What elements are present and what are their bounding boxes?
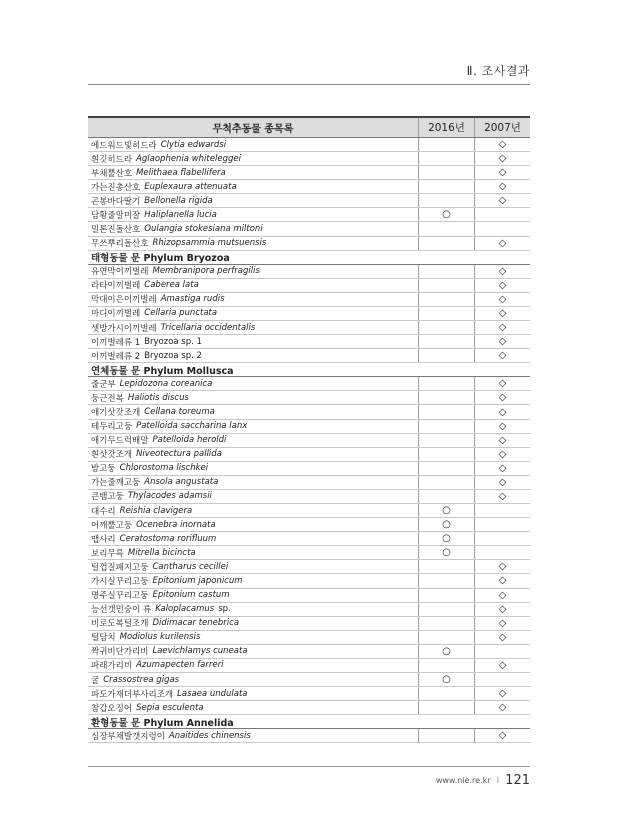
header-divider (88, 84, 530, 85)
mark-2016: ○ (418, 532, 474, 545)
mark-2007: ◇ (474, 574, 530, 587)
korean-name: 테두리고둥 (91, 422, 133, 433)
mark-2016: ○ (418, 546, 474, 559)
scientific-name: Rhizopsammia mutsuensis (152, 238, 267, 249)
species-name-cell (88, 166, 418, 179)
species-name-cell (88, 518, 418, 531)
species-qualifier: Bryozoa sp. 2 (144, 350, 202, 361)
korean-name: 털껍질패지고둥 (91, 562, 149, 573)
species-name-cell (88, 279, 418, 292)
table-row (88, 645, 530, 659)
mark-2016 (418, 166, 474, 179)
table-row (88, 265, 530, 279)
mark-2016 (418, 589, 474, 602)
table-row (88, 701, 530, 715)
mark-2016 (418, 335, 474, 348)
korean-name: 밤고둥 (91, 464, 116, 475)
mark-2016 (418, 603, 474, 616)
scientific-name: Modiolus kurilensis (119, 632, 201, 643)
mark-2016 (418, 701, 474, 714)
mark-2016 (418, 434, 474, 447)
table-row (88, 729, 530, 743)
mark-2007: ◇ (474, 265, 530, 278)
korean-name: 어깨뿔고둥 (91, 520, 133, 531)
mark-2007: ◇ (474, 490, 530, 503)
species-qualifier: Bryozoa sp. 1 (144, 336, 202, 347)
table-row (88, 574, 530, 588)
scientific-name: Haliplanella lucia (144, 209, 217, 220)
mark-2007: ◇ (474, 462, 530, 475)
column-header-species: 무척추동물 종목록 (212, 124, 294, 135)
species-name-cell (88, 589, 418, 602)
mark-2007: ◇ (474, 335, 530, 348)
table-row (88, 631, 530, 645)
mark-2016 (418, 448, 474, 461)
scientific-name: Cellaria punctata (144, 308, 218, 319)
mark-2016: ○ (418, 518, 474, 531)
table-row (88, 293, 530, 307)
species-name-cell (88, 138, 418, 151)
column-header-2007: 2007년 (474, 118, 530, 137)
scientific-name: Chlorostoma lischkei (119, 463, 209, 474)
korean-name: 막대이은이끼벌레 (91, 295, 157, 306)
species-name-cell (88, 631, 418, 644)
korean-name: 심장부채발갯지렁이 (91, 731, 165, 742)
mark-2016 (418, 321, 474, 334)
korean-name: 큰뱀고둥 (91, 492, 124, 503)
page-footer (436, 773, 530, 788)
mark-2016 (418, 307, 474, 320)
scientific-name: Mitrella bicincta (127, 547, 196, 558)
species-name-cell (88, 208, 418, 221)
scientific-name: Caberea lata (144, 280, 199, 291)
mark-2007: ◇ (474, 152, 530, 165)
scientific-name: Ocenebra inornata (136, 519, 216, 530)
group-title: 환형동물 문 Phylum Annelida (91, 717, 234, 729)
group-title: 연체동물 문 Phylum Mollusca (91, 365, 234, 377)
scientific-name: Membranipora perfragilis (152, 266, 260, 277)
korean-name: 흰삿갓조개 (91, 450, 133, 461)
mark-2016 (418, 152, 474, 165)
scientific-name: Anaitides chinensis (168, 730, 251, 741)
korean-name: 에드워드빛히드라 (91, 140, 157, 151)
mark-2007: ◇ (474, 659, 530, 672)
species-name-cell (88, 391, 418, 404)
table-row (88, 504, 530, 518)
group-title: 태형동물 문 Phylum Bryozoa (91, 253, 230, 264)
species-name-cell (88, 504, 418, 517)
mark-2016 (418, 687, 474, 700)
mark-2007: ◇ (474, 631, 530, 644)
mark-2007: ◇ (474, 194, 530, 207)
table-row (88, 391, 530, 405)
species-name-cell (88, 321, 418, 334)
scientific-name: Oulangia stokesiana miltoni (144, 224, 263, 234)
table-row (88, 448, 530, 462)
korean-name: 가는줄깨고둥 (91, 478, 141, 489)
footer-divider (88, 766, 530, 767)
mark-2016 (418, 237, 474, 250)
scientific-name: Cantharus cecillei (152, 561, 229, 572)
korean-name: 곤봉바다딸기 (91, 196, 141, 207)
page-number: 121 (505, 773, 530, 788)
table-row (88, 560, 530, 574)
table-header (88, 118, 530, 138)
mark-2016: ○ (418, 645, 474, 658)
column-header-2016: 2016년 (418, 118, 474, 137)
mark-2007: ◇ (474, 729, 530, 742)
species-name-cell (88, 574, 418, 587)
scientific-name: Epitonium japonicum (152, 575, 243, 586)
korean-name: 무쓰뿌리돌산호 (91, 239, 149, 250)
scientific-name: Epitonium castum (152, 590, 230, 601)
table-row (88, 307, 530, 321)
table-row (88, 434, 530, 448)
table-row (88, 462, 530, 476)
mark-2007: ◇ (474, 560, 530, 573)
scientific-name: Ansola angustata (144, 477, 219, 488)
species-name-cell (88, 405, 418, 418)
korean-name: 애기삿갓조개 (91, 408, 141, 419)
mark-2007: ◇ (474, 138, 530, 151)
mark-2007: ◇ (474, 448, 530, 461)
korean-name: 굴 (91, 675, 100, 686)
korean-name: 능선갯민숭이 류 (91, 605, 152, 616)
mark-2007: ◇ (474, 476, 530, 489)
species-name-cell (88, 434, 418, 447)
scientific-name: Crassostrea gigas (103, 674, 180, 685)
mark-2016: ○ (418, 208, 474, 221)
table-row (88, 321, 530, 335)
species-name-cell (88, 335, 418, 348)
table-row (88, 617, 530, 631)
scientific-name: Laevichlamys cuneata (152, 646, 248, 657)
table-row (88, 420, 530, 434)
species-name-cell (88, 462, 418, 475)
table-row (88, 490, 530, 504)
species-name-cell (88, 265, 418, 278)
mark-2007: ◇ (474, 377, 530, 390)
korean-name: 밀톤진돌산호 (91, 225, 141, 235)
mark-2007: ◇ (474, 589, 530, 602)
species-name-cell (88, 349, 418, 362)
mark-2007: ◇ (474, 687, 530, 700)
korean-name: 맵사리 (91, 534, 116, 545)
korean-name: 이끼벌레류 1 (91, 337, 141, 348)
table-row (88, 589, 530, 603)
mark-2007 (474, 645, 530, 658)
table-row (88, 546, 530, 560)
scientific-name: Aglaophenia whiteleggei (136, 153, 241, 164)
mark-2007 (474, 504, 530, 517)
section-title: Ⅱ. 조사결과 (466, 64, 530, 78)
mark-2007: ◇ (474, 349, 530, 362)
table-row (88, 673, 530, 687)
species-name-cell (88, 377, 418, 390)
table-row (88, 476, 530, 490)
species-table (88, 116, 530, 743)
mark-2016 (418, 490, 474, 503)
korean-name: 셋방가시이끼벌레 (91, 323, 157, 334)
table-row (88, 180, 530, 194)
mark-2016 (418, 180, 474, 193)
species-name-cell (88, 222, 418, 235)
species-name-cell (88, 701, 418, 714)
scientific-name: Bellonella rigida (144, 195, 213, 206)
species-name-cell (88, 546, 418, 559)
korean-name: 참갑오징어 (91, 703, 133, 714)
group-header-row (88, 715, 530, 729)
mark-2016: ○ (418, 673, 474, 686)
species-name-cell (88, 729, 418, 742)
korean-name: 가시실꾸리고둥 (91, 576, 149, 587)
mark-2016 (418, 617, 474, 630)
korean-name: 비로도복털조개 (91, 619, 149, 630)
scientific-name: Clytia edwardsi (160, 139, 227, 150)
mark-2007 (474, 518, 530, 531)
mark-2016 (418, 462, 474, 475)
table-row (88, 279, 530, 293)
table-row (88, 152, 530, 166)
scientific-name: Euplexaura attenuata (144, 181, 237, 192)
korean-name: 마디이끼벌레 (91, 309, 141, 320)
mark-2007 (474, 208, 530, 221)
mark-2016: ○ (418, 504, 474, 517)
korean-name: 파도가재더부사리조개 (91, 689, 174, 700)
group-header-row (88, 251, 530, 265)
korean-name: 대수리 (91, 506, 116, 517)
species-name-cell (88, 237, 418, 250)
species-name-cell (88, 293, 418, 306)
table-row (88, 532, 530, 546)
species-name-cell (88, 490, 418, 503)
mark-2007: ◇ (474, 391, 530, 404)
species-name-cell (88, 194, 418, 207)
table-row (88, 377, 530, 391)
species-name-cell (88, 617, 418, 630)
korean-name: 부채뿔산호 (91, 168, 133, 179)
korean-name: 흰깃히드라 (91, 154, 133, 165)
table-row (88, 687, 530, 701)
table-row (88, 222, 530, 236)
species-name-cell (88, 180, 418, 193)
mark-2007: ◇ (474, 434, 530, 447)
species-name-cell (88, 603, 418, 616)
species-name-cell (88, 532, 418, 545)
mark-2016 (418, 631, 474, 644)
scientific-name: Lasaea undulata (177, 688, 248, 699)
scientific-name: Patelloida saccharina lanx (136, 421, 248, 432)
mark-2016 (418, 222, 474, 235)
mark-2007: ◇ (474, 237, 530, 250)
korean-name: 가는진총산호 (91, 182, 141, 193)
table-row (88, 237, 530, 251)
table-row (88, 208, 530, 222)
scientific-name: Lepidozona coreanica (119, 378, 213, 389)
korean-name: 명주실꾸리고둥 (91, 591, 149, 602)
scientific-name: Haliotis discus (127, 392, 189, 403)
scientific-name: Didimacar tenebrica (152, 618, 240, 629)
scientific-name: Amastiga rudis (160, 294, 225, 305)
mark-2007: ◇ (474, 603, 530, 616)
species-name-cell (88, 448, 418, 461)
mark-2016 (418, 405, 474, 418)
mark-2007: ◇ (474, 701, 530, 714)
scientific-name: Cellana toreuma (144, 407, 215, 418)
table-row (88, 138, 530, 152)
mark-2016 (418, 391, 474, 404)
scientific-name: Azumapecten farreri (136, 660, 224, 671)
mark-2016 (418, 279, 474, 292)
mark-2016 (418, 138, 474, 151)
korean-name: 라타이끼벌레 (91, 281, 141, 292)
mark-2016 (418, 194, 474, 207)
species-name-cell (88, 476, 418, 489)
mark-2016 (418, 574, 474, 587)
mark-2016 (418, 729, 474, 742)
species-name-cell (88, 645, 418, 658)
mark-2016 (418, 265, 474, 278)
species-name-cell (88, 673, 418, 686)
mark-2007: ◇ (474, 617, 530, 630)
mark-2016 (418, 293, 474, 306)
mark-2016 (418, 560, 474, 573)
mark-2007: ◇ (474, 279, 530, 292)
species-name-cell (88, 152, 418, 165)
scientific-name: Tricellaria occidentalis (160, 322, 256, 333)
mark-2007 (474, 673, 530, 686)
scientific-name: Thylacodes adamsii (127, 491, 212, 502)
korean-name: 줄군부 (91, 379, 116, 390)
korean-name: 보리무륵 (91, 548, 124, 559)
korean-name: 파래가리비 (91, 661, 133, 672)
korean-name: 담황줄말미잘 (91, 210, 141, 221)
mark-2016 (418, 420, 474, 433)
korean-name: 털담치 (91, 633, 116, 644)
scientific-name: Ceratostoma rorifluum (119, 533, 217, 544)
mark-2007: ◇ (474, 405, 530, 418)
scientific-name: Kaloplacamus (155, 604, 215, 615)
table-row (88, 659, 530, 673)
footer-separator: I (496, 775, 500, 786)
species-name-cell (88, 560, 418, 573)
mark-2016 (418, 349, 474, 362)
scientific-name: Niveotectura pallida (136, 449, 222, 460)
mark-2016 (418, 476, 474, 489)
mark-2016 (418, 659, 474, 672)
species-qualifier: sp. (218, 604, 231, 615)
species-name-cell (88, 307, 418, 320)
table-row (88, 603, 530, 617)
mark-2007: ◇ (474, 321, 530, 334)
table-row (88, 349, 530, 363)
table-row (88, 166, 530, 180)
korean-name: 애기두드럭배말 (91, 436, 149, 447)
mark-2007 (474, 532, 530, 545)
korean-name: 둥근전복 (91, 393, 124, 404)
scientific-name: Reishia clavigera (119, 505, 193, 516)
species-name-cell (88, 687, 418, 700)
species-name-cell (88, 659, 418, 672)
footer-url: www.nie.re.kr (435, 776, 491, 785)
table-row (88, 335, 530, 349)
scientific-name: Melithaea flabellifera (136, 167, 226, 178)
mark-2007: ◇ (474, 180, 530, 193)
scientific-name: Sepia esculenta (136, 702, 204, 713)
table-row (88, 518, 530, 532)
table-row (88, 405, 530, 419)
korean-name: 이끼벌레류 2 (91, 351, 141, 362)
mark-2007 (474, 546, 530, 559)
table-row (88, 194, 530, 208)
mark-2007 (474, 222, 530, 235)
korean-name: 짝귀비단가리비 (91, 647, 149, 658)
species-name-cell (88, 420, 418, 433)
scientific-name: Patelloida heroldi (152, 435, 227, 446)
korean-name: 유연막이끼벌레 (91, 267, 149, 278)
mark-2007: ◇ (474, 420, 530, 433)
group-header-row (88, 363, 530, 377)
mark-2007: ◇ (474, 293, 530, 306)
mark-2016 (418, 377, 474, 390)
mark-2007: ◇ (474, 307, 530, 320)
mark-2007: ◇ (474, 166, 530, 179)
